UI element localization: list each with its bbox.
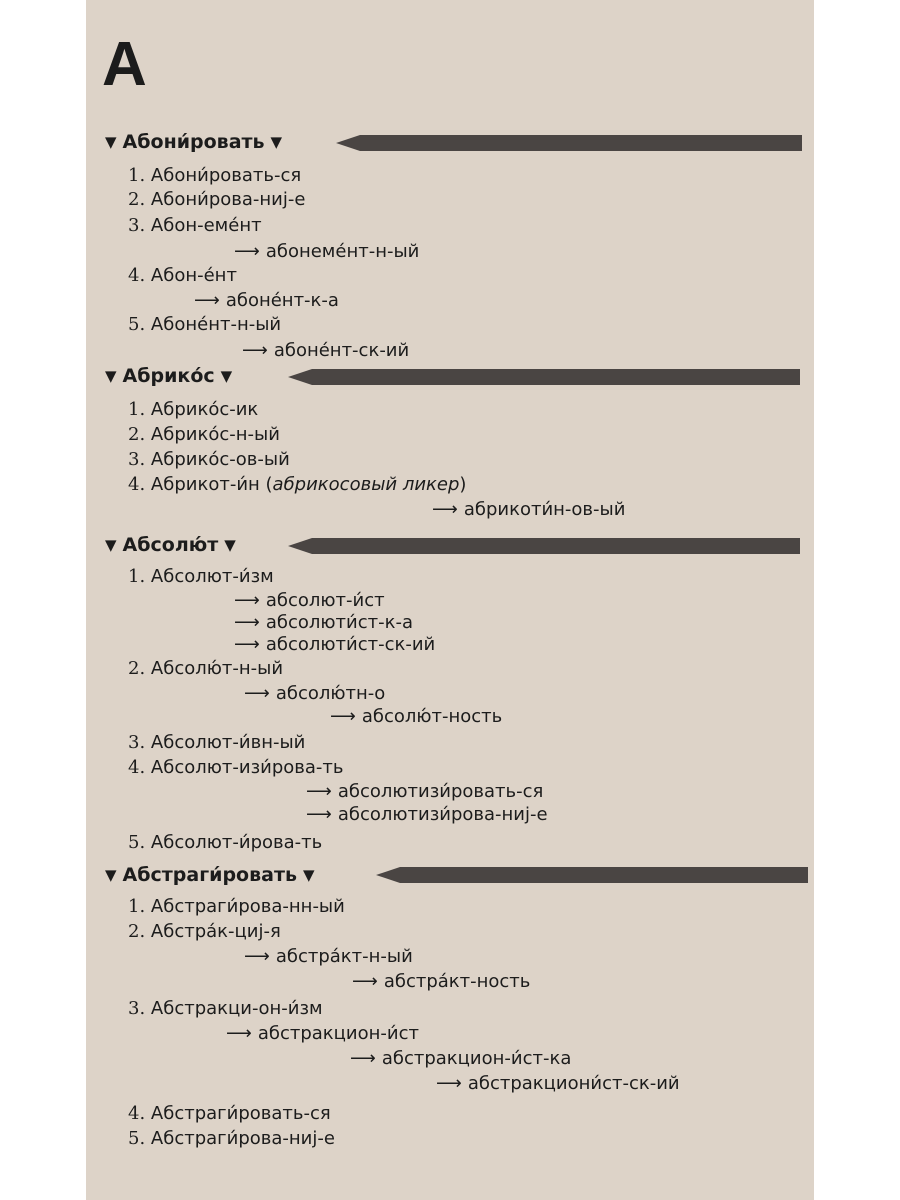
entry-headword: Абони́ровать <box>122 131 265 153</box>
arrow-right-icon: ⟶ <box>352 971 378 992</box>
line-number: 1. <box>128 566 146 587</box>
derivation-word: Абрикот-и́н <box>150 474 260 495</box>
derivation-line <box>234 239 419 264</box>
heading-bar <box>288 369 800 385</box>
derivation-word: Абон-еме́нт <box>150 215 262 236</box>
line-number: 3. <box>128 998 146 1019</box>
arrow-right-icon: ⟶ <box>234 612 260 633</box>
arrow-right-icon: ⟶ <box>436 1073 462 1094</box>
derivation-word: абстракциони́ст-ск-ий <box>467 1073 680 1094</box>
triangle-left-icon: ▼ <box>105 367 117 385</box>
derivation-line <box>128 187 305 212</box>
derivation-word: абсолюти́ст-к-а <box>265 612 413 633</box>
derivation-word: абстра́кт-ность <box>383 971 531 992</box>
triangle-left-icon: ▼ <box>105 536 117 554</box>
derivation-line <box>432 497 625 522</box>
derivation-word: Абсолют-и́зм <box>150 566 274 587</box>
derivation-line <box>128 397 258 422</box>
line-number: 2. <box>128 921 146 942</box>
arrow-right-icon: ⟶ <box>234 241 260 262</box>
line-number: 5. <box>128 1128 146 1149</box>
derivation-line: 4. Абрикот-и́н (абрикосовый ликер) <box>128 474 467 495</box>
derivation-line <box>128 163 301 188</box>
derivation-word: Абстраги́ровать-ся <box>150 1103 331 1124</box>
derivation-word: абсолют-и́ст <box>265 590 385 611</box>
derivation-line <box>226 1021 419 1046</box>
arrow-right-icon: ⟶ <box>432 499 458 520</box>
triangle-right-icon: ▼ <box>270 133 283 151</box>
derivation-line <box>244 681 385 706</box>
arrow-right-icon: ⟶ <box>306 804 332 825</box>
derivation-line <box>128 422 280 447</box>
derivation-line <box>128 564 274 589</box>
derivation-word: абоне́нт-ск-ий <box>273 340 410 361</box>
arrow-right-icon: ⟶ <box>244 683 270 704</box>
triangle-right-icon: ▼ <box>302 866 315 884</box>
derivation-word: Абоне́нт-н-ый <box>150 314 282 335</box>
derivation-word: Абстраги́рова-нн-ый <box>150 896 345 917</box>
entry-headword: Абрико́с <box>122 365 215 387</box>
triangle-right-icon: ▼ <box>224 536 236 554</box>
heading-bar <box>336 135 802 151</box>
derivation-word: Абсолю́т-н-ый <box>150 658 284 679</box>
line-number: 3. <box>128 215 146 236</box>
derivation-word: абоне́нт-к-а <box>225 290 339 311</box>
arrow-right-icon: ⟶ <box>226 1023 252 1044</box>
derivation-word: Абон-е́нт <box>150 265 237 286</box>
entry-heading <box>105 530 242 560</box>
derivation-word: абсолю́т-ность <box>361 706 503 727</box>
derivation-word: абрикоти́н-ов-ый <box>463 499 626 520</box>
derivation-line <box>128 919 281 944</box>
derivation-line <box>128 830 322 855</box>
line-number: 4. <box>128 474 146 495</box>
entry-headword: Абсолю́т <box>122 534 219 556</box>
triangle-right-icon: ▼ <box>220 367 233 385</box>
derivation-line <box>128 312 281 337</box>
entry-heading <box>105 127 288 157</box>
derivation-line <box>234 632 435 657</box>
line-number: 4. <box>128 1103 146 1124</box>
line-number: 5. <box>128 314 146 335</box>
arrow-right-icon: ⟶ <box>234 590 260 611</box>
derivation-word: абстракцион-и́ст <box>257 1023 419 1044</box>
arrow-right-icon: ⟶ <box>330 706 356 727</box>
arrow-right-icon: ⟶ <box>350 1048 376 1069</box>
derivation-line <box>128 755 344 780</box>
arrow-right-icon: ⟶ <box>234 634 260 655</box>
derivation-line <box>128 213 262 238</box>
derivation-line <box>436 1071 680 1096</box>
derivation-line <box>128 730 305 755</box>
arrow-right-icon: ⟶ <box>306 781 332 802</box>
derivation-line <box>128 996 323 1021</box>
arrow-right-icon: ⟶ <box>242 340 268 361</box>
derivation-word: Абстра́к-циj-я <box>150 921 281 942</box>
derivation-line <box>128 1126 335 1151</box>
derivation-word: Абрико́с-ик <box>150 399 259 420</box>
line-number: 1. <box>128 165 146 186</box>
derivation-line <box>350 1046 571 1071</box>
line-number: 4. <box>128 265 146 286</box>
derivation-line <box>128 447 290 472</box>
derivation-word: Абсолют-и́рова-ть <box>150 832 323 853</box>
derivation-line <box>306 779 543 804</box>
derivation-word: Абсолют-изи́рова-ть <box>150 757 344 778</box>
derivation-word: абсолю́тн-о <box>275 683 386 704</box>
triangle-left-icon: ▼ <box>105 133 117 151</box>
line-number: 1. <box>128 399 146 420</box>
derivation-word: Абрико́с-ов-ый <box>150 449 290 470</box>
derivation-line <box>128 1101 331 1126</box>
derivation-word: абсолюти́ст-ск-ий <box>265 634 436 655</box>
line-number: 3. <box>128 449 146 470</box>
derivation-line <box>242 338 409 363</box>
entry-headword: Абстраги́ровать <box>122 864 297 886</box>
derivation-word: Абстраги́рова-ниj-е <box>150 1128 335 1149</box>
triangle-left-icon: ▼ <box>105 866 117 884</box>
line-number: 2. <box>128 189 146 210</box>
derivation-word: абсолютизи́рова-ниj-е <box>337 804 548 825</box>
derivation-line <box>330 704 502 729</box>
derivation-line <box>306 802 548 827</box>
line-number: 3. <box>128 732 146 753</box>
derivation-word: абсолютизи́ровать-ся <box>337 781 544 802</box>
line-number: 5. <box>128 832 146 853</box>
derivation-note: абрикосовый ликер <box>272 474 460 495</box>
derivation-line <box>194 288 339 313</box>
heading-bar <box>376 867 808 883</box>
derivation-line <box>128 656 283 681</box>
section-letter: А <box>102 30 147 99</box>
derivation-word: абстра́кт-н-ый <box>275 946 413 967</box>
entry-heading <box>105 860 321 890</box>
derivation-line <box>128 263 237 288</box>
line-number: 4. <box>128 757 146 778</box>
derivation-word: Абони́ровать-ся <box>150 165 302 186</box>
derivation-word: Абсолют-и́вн-ый <box>150 732 306 753</box>
derivation-line <box>352 969 530 994</box>
line-number: 1. <box>128 896 146 917</box>
derivation-line <box>244 944 413 969</box>
heading-bar <box>288 538 800 554</box>
line-number: 2. <box>128 424 146 445</box>
derivation-word: Абстракци-он-и́зм <box>150 998 323 1019</box>
derivation-word: Абрико́с-н-ый <box>150 424 280 445</box>
arrow-right-icon: ⟶ <box>194 290 220 311</box>
entry-heading <box>105 361 238 391</box>
derivation-word: абонеме́нт-н-ый <box>265 241 420 262</box>
derivation-word: абстракцион-и́ст-ка <box>381 1048 572 1069</box>
line-number: 2. <box>128 658 146 679</box>
derivation-word: Абони́рова-ниj-е <box>150 189 306 210</box>
arrow-right-icon: ⟶ <box>244 946 270 967</box>
derivation-line <box>128 894 345 919</box>
